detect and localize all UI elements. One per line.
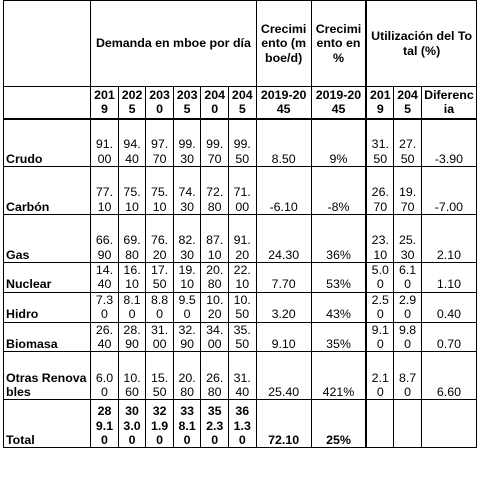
demand-value: 10.60 [118, 352, 146, 400]
share-2019-value: 5.00 [366, 263, 394, 293]
share-2019-value: 26.70 [366, 167, 394, 215]
total-value: 321.90 [146, 400, 174, 448]
demand-value: 99.30 [173, 119, 201, 167]
row-label: Nuclear [4, 263, 91, 293]
demand-value: 77.10 [91, 167, 119, 215]
demand-value: 94.40 [118, 119, 146, 167]
corner-cell [4, 1, 91, 87]
demand-value: 66.90 [91, 215, 119, 263]
demand-value: 91.00 [91, 119, 119, 167]
row-label: Crudo [4, 119, 91, 167]
growth-pct-value: 36% [311, 215, 366, 263]
demand-value: 20.80 [201, 263, 229, 293]
row-label: Otras Renovables [4, 352, 91, 400]
demand-value: 8.80 [146, 292, 174, 322]
demand-value: 99.50 [228, 119, 256, 167]
growth-pct-value: 421% [311, 352, 366, 400]
share-year-header: 2045 [394, 87, 422, 119]
demand-value: 99.70 [201, 119, 229, 167]
data-row [4, 322, 477, 352]
demand-value: 74.30 [173, 167, 201, 215]
demand-value: 9.50 [173, 292, 201, 322]
demand-value: 16.10 [118, 263, 146, 293]
demand-value: 35.50 [228, 322, 256, 352]
demand-value: 87.10 [201, 215, 229, 263]
demand-value: 28.90 [118, 322, 146, 352]
growth-value: 24.30 [256, 215, 311, 263]
data-row [4, 119, 477, 167]
data-row [4, 292, 477, 322]
demand-value: 6.00 [91, 352, 119, 400]
data-row [4, 263, 477, 293]
share-2045-value: 8.70 [394, 352, 422, 400]
share-diff-value: 1.10 [421, 263, 476, 293]
growth-pct-value: 43% [311, 292, 366, 322]
growth-value: -6.10 [256, 167, 311, 215]
share-2045-value: 19.70 [394, 167, 422, 215]
growth-pct-header: Crecimiento en % [311, 1, 366, 87]
period-pct-header: 2019-2045 [311, 87, 366, 119]
demand-value: 75.10 [146, 167, 174, 215]
share-diff-header: Diferencia [421, 87, 476, 119]
demand-value: 8.10 [118, 292, 146, 322]
share-2019-value: 31.50 [366, 119, 394, 167]
growth-abs-header: Crecimiento (mboe/d) [256, 1, 311, 87]
row-label: Hidro [4, 292, 91, 322]
demand-value: 69.80 [118, 215, 146, 263]
year-header: 2040 [201, 87, 229, 119]
demand-value: 26.40 [91, 322, 119, 352]
total-row [4, 400, 477, 448]
total-value: 303.00 [118, 400, 146, 448]
demand-value: 19.10 [173, 263, 201, 293]
growth-value: 9.10 [256, 322, 311, 352]
year-header: 2025 [118, 87, 146, 119]
share-2045-value: 6.10 [394, 263, 422, 293]
total-value: 352.30 [201, 400, 229, 448]
share-diff-value: 0.70 [421, 322, 476, 352]
demand-header: Demanda en mboe por día [91, 1, 256, 87]
demand-value: 82.30 [173, 215, 201, 263]
row-label: Carbón [4, 167, 91, 215]
growth-pct-value: 9% [311, 119, 366, 167]
share-diff-value: -7.00 [421, 167, 476, 215]
growth-value: 8.50 [256, 119, 311, 167]
share-2045-value: 27.50 [394, 119, 422, 167]
header-row [4, 1, 477, 87]
demand-value: 20.80 [173, 352, 201, 400]
demand-value: 26.80 [201, 352, 229, 400]
share-2019-value: 23.10 [366, 215, 394, 263]
growth-pct-value: -8% [311, 167, 366, 215]
demand-value: 76.20 [146, 215, 174, 263]
demand-value: 34.00 [201, 322, 229, 352]
total-label: Total [4, 400, 91, 448]
demand-value: 75.10 [118, 167, 146, 215]
share-diff-value: -3.90 [421, 119, 476, 167]
growth-value: 25.40 [256, 352, 311, 400]
total-share-blank [421, 400, 476, 448]
demand-value: 22.10 [228, 263, 256, 293]
demand-value: 71.00 [228, 167, 256, 215]
data-row [4, 215, 477, 263]
demand-value: 72.80 [201, 167, 229, 215]
share-2019-value: 2.50 [366, 292, 394, 322]
year-header: 2045 [228, 87, 256, 119]
growth-value: 7.70 [256, 263, 311, 293]
share-diff-value: 6.60 [421, 352, 476, 400]
years-row [4, 87, 477, 119]
share-2045-value: 2.90 [394, 292, 422, 322]
total-pct-value: 25% [311, 400, 366, 448]
row-label: Gas [4, 215, 91, 263]
demand-value: 17.50 [146, 263, 174, 293]
share-2019-value: 9.10 [366, 322, 394, 352]
total-share-blank [366, 400, 394, 448]
demand-value: 14.40 [91, 263, 119, 293]
demand-value: 10.50 [228, 292, 256, 322]
share-2045-value: 25.30 [394, 215, 422, 263]
demand-value: 91.20 [228, 215, 256, 263]
share-diff-value: 2.10 [421, 215, 476, 263]
energy-demand-table [3, 0, 477, 448]
total-growth-value: 72.10 [256, 400, 311, 448]
row-label: Biomasa [4, 322, 91, 352]
demand-value: 31.00 [146, 322, 174, 352]
data-row [4, 352, 477, 400]
growth-pct-value: 35% [311, 322, 366, 352]
growth-value: 3.20 [256, 292, 311, 322]
year-header: 2035 [173, 87, 201, 119]
share-diff-value: 0.40 [421, 292, 476, 322]
demand-value: 10.20 [201, 292, 229, 322]
total-value: 338.10 [173, 400, 201, 448]
share-2045-value: 9.80 [394, 322, 422, 352]
demand-value: 7.30 [91, 292, 119, 322]
total-share-blank [394, 400, 422, 448]
demand-value: 32.90 [173, 322, 201, 352]
growth-pct-value: 53% [311, 263, 366, 293]
total-value: 361.30 [228, 400, 256, 448]
data-row [4, 167, 477, 215]
demand-value: 15.50 [146, 352, 174, 400]
share-2019-value: 2.10 [366, 352, 394, 400]
share-year-header: 2019 [366, 87, 394, 119]
demand-value: 31.40 [228, 352, 256, 400]
period-abs-header: 2019-2045 [256, 87, 311, 119]
demand-value: 97.70 [146, 119, 174, 167]
total-value: 289.10 [91, 400, 119, 448]
blank-label-cell [4, 87, 91, 119]
year-header: 2019 [91, 87, 119, 119]
year-header: 2030 [146, 87, 174, 119]
share-header: Utilización del Total (%) [366, 1, 476, 87]
